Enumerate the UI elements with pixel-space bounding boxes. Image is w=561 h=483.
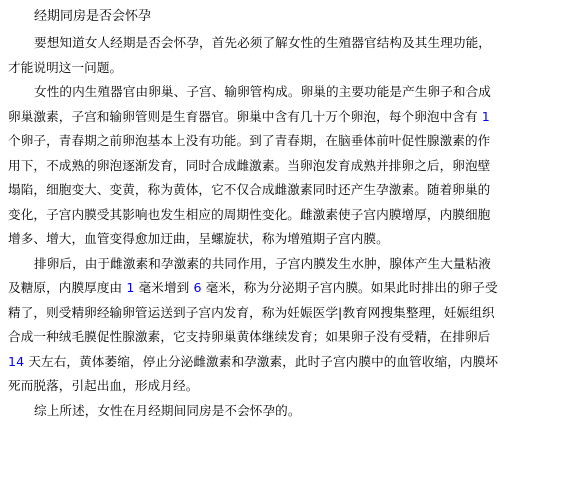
line-text: 卵巢激素，子宫和输卵管则是生育器官。卵巢中含有几十万个卵泡，每个卵泡中含有 — [8, 108, 482, 124]
paragraph-line: 变化，子宫内膜受其影响也发生相应的周期性变化。雌激素使子宫内膜增厚，内膜细胞 — [8, 206, 491, 222]
line-text: 毫米，称为分泌期子宫内膜。如果此时排出的卵子受 — [205, 280, 498, 295]
paragraph-line — [8, 276, 553, 301]
number-fourteen: 14 — [8, 353, 25, 369]
paragraph-line: 合成一种绒毛膜促性腺激素，它支持卵巢黄体继续发育；如果卵子没有受精，在排卵后 — [8, 329, 491, 344]
paragraph-line — [8, 350, 553, 375]
paragraph-line: 综上所述，女性在月经期间同房是不会怀孕的。 — [34, 402, 301, 418]
paragraph-line: 用下，不成熟的卵泡逐渐发育，同时合成雌激素。当卵泡发育成熟并排卵之后，卵泡壁 — [8, 157, 491, 173]
paragraph-anatomy — [8, 80, 553, 252]
paragraph-line: 才能说明这一问题。 — [8, 59, 123, 75]
paragraph-line — [8, 105, 553, 130]
number-one: 1 — [126, 280, 135, 295]
line-text: 及糖原，内膜厚度由 — [8, 280, 127, 295]
paragraph-intro — [8, 31, 553, 80]
line-text: 天左右，黄体萎缩，停止分泌雌激素和孕激素，此时子宫内膜中的血管收缩，内膜坏 — [28, 353, 499, 369]
paragraph-line: 塌陷，细胞变大、变黄，称为黄体，它不仅合成雌激素同时还产生孕激素。随着卵巢的 — [8, 182, 491, 197]
paragraph-line: 女性的内生殖器官由卵巢、子宫、输卵管构成。卵巢的主要功能是产生卵子和合成 — [34, 84, 491, 99]
article-title: 经期同房是否会怀孕 — [34, 9, 152, 24]
paragraph-conclusion — [8, 399, 553, 424]
paragraph-line: 要想知道女人经期是否会怀孕，首先必须了解女性的生殖器官结构及其生理功能， — [34, 35, 491, 50]
paragraph-line: 精了，则受精卵经输卵管运送到子宫内发育，称为妊娠医学|教育网搜集整理，妊娠组织 — [8, 304, 495, 320]
paragraph-line: 死而脱落，引起出血，形成月经。 — [8, 378, 199, 393]
number-six: 6 — [193, 280, 202, 295]
number-one: 1 — [481, 108, 490, 124]
line-text: 毫米增到 — [138, 280, 194, 295]
paragraph-ovulation — [8, 252, 553, 399]
paragraph-line: 排卵后，由于雌激素和孕激素的共同作用，子宫内膜发生水肿，腺体产生大量粘液 — [34, 255, 491, 271]
paragraph-line: 个卵子，青春期之前卵泡基本上没有功能。到了青春期，在脑垂体前叶促性腺激素的作 — [8, 133, 491, 148]
paragraph-line: 增多、增大，血管变得愈加迂曲，呈螺旋状，称为增殖期子宫内膜。 — [8, 231, 389, 246]
